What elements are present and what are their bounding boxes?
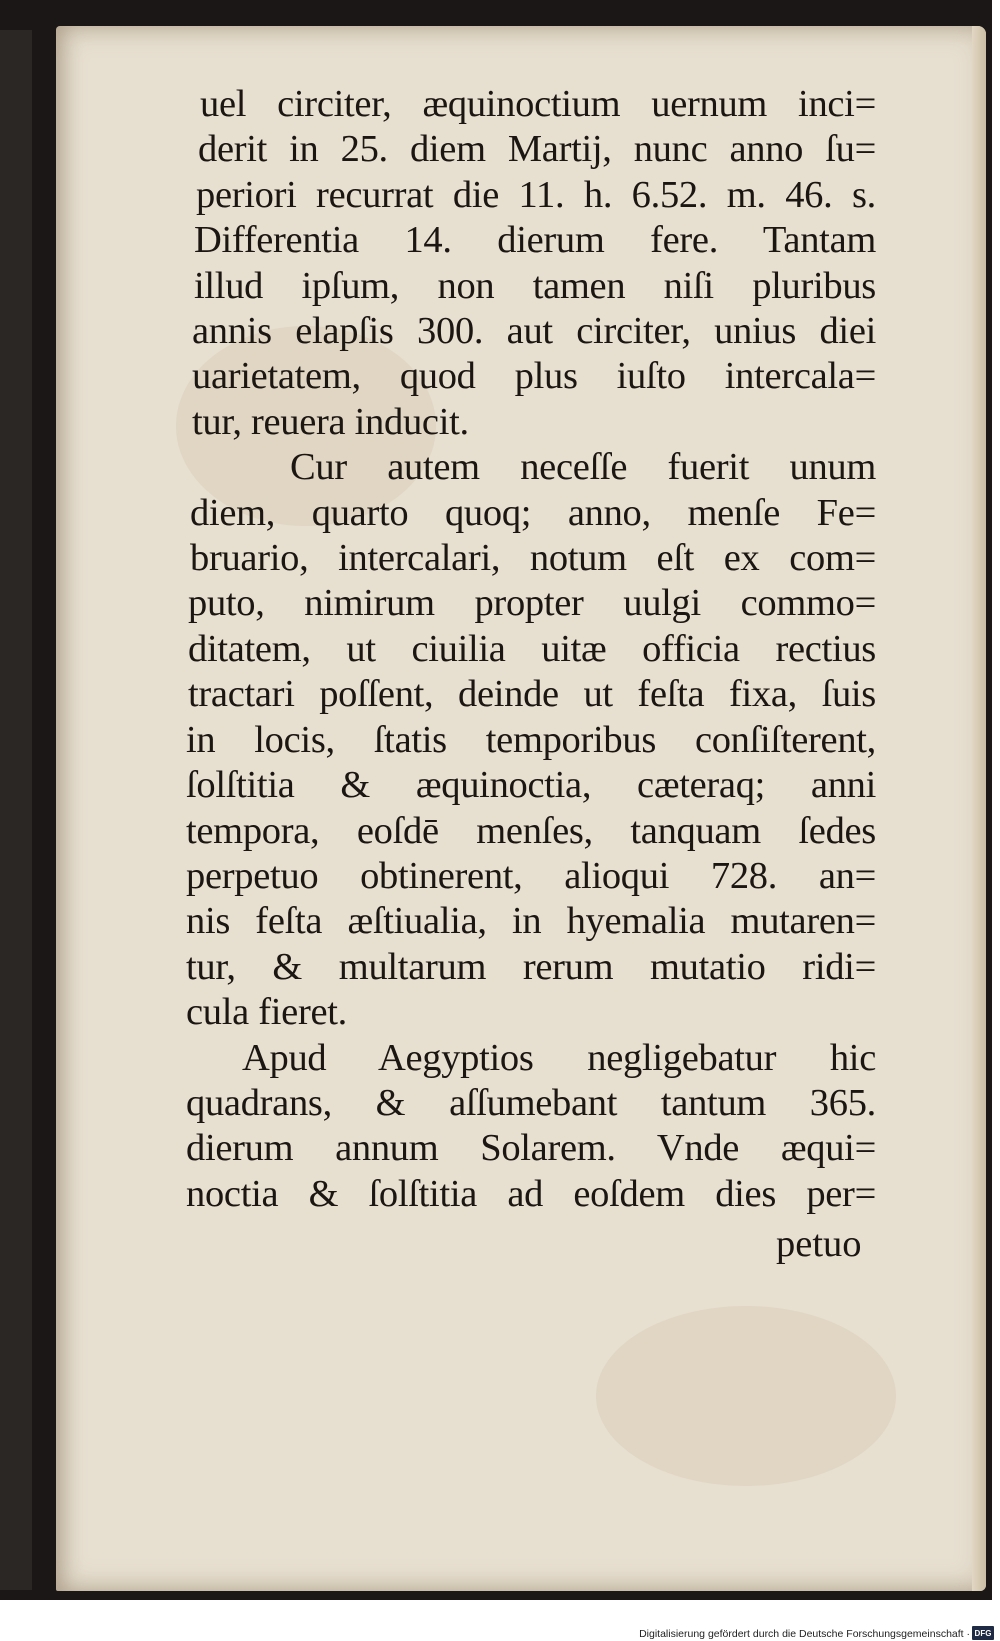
text-line: tempora, eoſdē menſes, tanquam ſedes: [186, 809, 876, 852]
text-line: quadrans, & aſſumebant tantum 365.: [186, 1081, 876, 1124]
body-text: [186, 82, 876, 1217]
text-line: diem, quarto quoq; anno, menſe Fe=: [190, 491, 876, 534]
text-line: tur, & multarum rerum mutatio ridi=: [186, 945, 876, 988]
text-line: ſolſtitia & æquinoctia, cæteraq; anni: [186, 764, 876, 807]
text-line: periori recurrat die 11. h. 6.52. m. 46. s.: [196, 173, 876, 216]
paper-stain: [596, 1306, 896, 1486]
text-line: illud ipſum, non tamen niſi pluribus: [194, 264, 876, 307]
text-line: tractari poſſent, deinde ut feſta fixa, ſuis: [188, 673, 876, 716]
text-line: perpetuo obtinerent, alioqui 728. an=: [186, 854, 876, 897]
digitization-credit: Digitalisierung gefördert durch die Deutsche Forschungsgemeinschaft ·: [639, 1628, 970, 1640]
text-line: uarietatem, quod plus iuſto intercala=: [192, 355, 876, 398]
text-line: bruario, intercalari, notum eſt ex com=: [190, 537, 876, 580]
dfg-logo: DFG: [972, 1626, 994, 1640]
text-line: annis elapſis 300. aut circiter, unius diei: [192, 310, 876, 353]
text-line: nis feſta æſtiualia, in hyemalia mutaren=: [186, 900, 876, 943]
binding-edge: [0, 30, 32, 1590]
text-line: tur, reuera inducit.: [192, 400, 469, 443]
text-line: uel circiter, æquinoctium uernum inci=: [200, 83, 876, 125]
text-line: dierum annum Solarem. Vnde æqui=: [186, 1127, 876, 1170]
text-line: Cur autem neceſſe fuerit unum: [290, 446, 876, 489]
text-line: puto, nimirum propter uulgi commo=: [188, 582, 876, 625]
text-line: ditatem, ut ciuilia uitæ officia rectius: [188, 627, 876, 670]
text-line: noctia & ſolſtitia ad eoſdem dies per=: [186, 1172, 876, 1215]
text-line: in locis, ſtatis temporibus conſiſterent,: [186, 718, 876, 761]
text-line: Apud Aegyptios negligebatur hic: [242, 1036, 876, 1079]
catchword: petuo: [776, 1223, 862, 1265]
text-line: cula fieret.: [186, 991, 347, 1034]
text-line: derit in 25. diem Martij, nunc anno ſu=: [198, 128, 876, 171]
page-edge: [972, 26, 986, 1591]
text-line: Differentia 14. dierum fere. Tantam: [194, 219, 876, 262]
